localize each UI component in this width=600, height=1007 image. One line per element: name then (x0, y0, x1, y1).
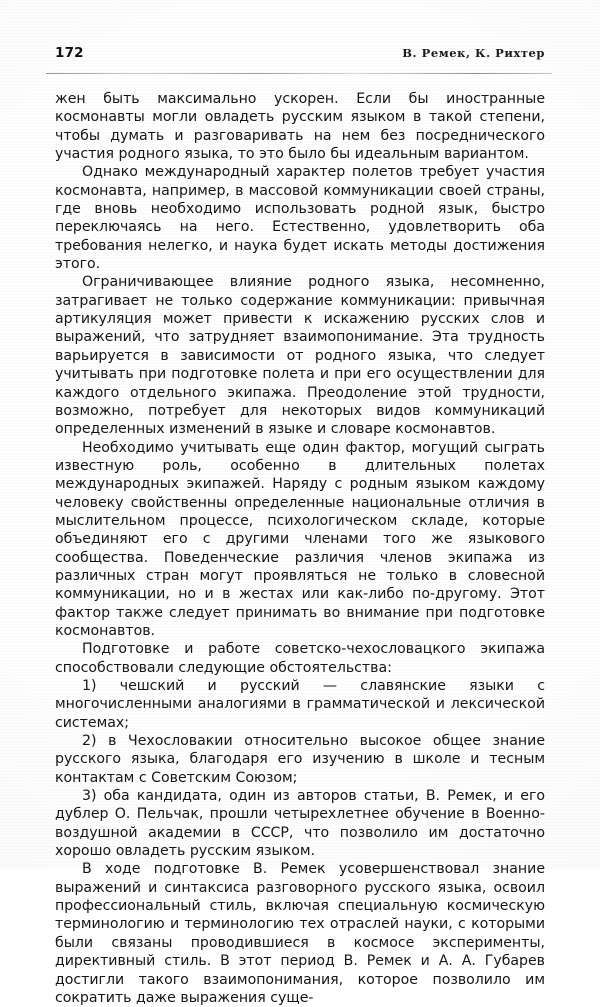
running-head (55, 45, 545, 67)
paragraph-list-lead-in: Подготовке и работе советско-чехословацкого экипажа способствовали следующие обстоятельства: (55, 641, 545, 676)
page-number: 172 (55, 45, 84, 61)
header-divider-rule (46, 73, 552, 74)
paragraph: В ходе подготовке В. Ремек усовершенствовал знание выражений и синтаксиса разговорного русского языка, освоил профессиональный стиль, включая специальную космическую терминологию и терминологию тех отраслей науки, с которыми были связаны проводившиеся в космосе эксперименты, директивный стиль. В этот период В. Ремек и А. А. Губарев достигли такого взаимопонимания, которое позволило им сократить даже выражения суще- (55, 861, 545, 1006)
list-item: 2) в Чехословакии относительно высокое общее знание русского языка, благодаря его изучению в школе и тесным контактам с Советским Союзом; (55, 733, 545, 786)
body-text-column (55, 90, 545, 1007)
list-item: 3) оба кандидата, один из авторов статьи, В. Ремек, и его дублер О. Пельчак, прошли четырехлетнее обучение в Военно-воздушной академии в СССР, что позволило им достаточно хорошо овладеть русским языком. (55, 788, 545, 860)
paragraph: Ограничивающее влияние родного языка, несомненно, затрагивает не только содержание коммуникации: привычная артикуляция может привести к искажению русских слов и выражений, что затрудняет взаимопонимание. Эта трудность варьируется в зависимости от родного языка, что следует учитывать при подготовке полета и при его осуществлении для каждого отдельного экипажа. Преодоление этой трудности, возможно, потребует для некоторых видов коммуникаций определенных изменений в языке и словаре космонавтов. (55, 274, 545, 438)
paragraph-continuation: жен быть максимально ускорен. Если бы иностранные космонавты могли овладеть русским языком в такой степени, чтобы думать и разговаривать на нем без посреднического участия родного языка, то это было бы идеальным вариантом. (55, 91, 545, 163)
paragraph: Необходимо учитывать еще один фактор, могущий сыграть известную роль, особенно в длительных полетах международных экипажей. Наряду с родным языком каждому человеку свойственны определенные национальные отличия в мыслительном процессе, психологическом складе, которые объединяют его с другими членами того же языкового сообщества. Поведенческие различия членов экипажа из различных стран могут проявляться не только в словесной коммуникации, но и в жестах или как-либо по-другому. Этот фактор также следует принимать во внимание при подготовке космонавтов. (55, 439, 545, 639)
running-head-authors: В. Ремек, К. Рихтер (402, 46, 545, 60)
list-item: 1) чешский и русский — славянские языки с многочисленными аналогиями в грамматической и лексической системах; (55, 678, 545, 731)
paragraph: Однако международный характер полетов требует участия космонавта, например, в массовой коммуникации своей страны, где вновь необходимо использовать родной язык, быстро переключаясь на него. Естественно, удовлетворить оба требования нелегко, и наука будет искать методы достижения этого. (55, 164, 545, 273)
